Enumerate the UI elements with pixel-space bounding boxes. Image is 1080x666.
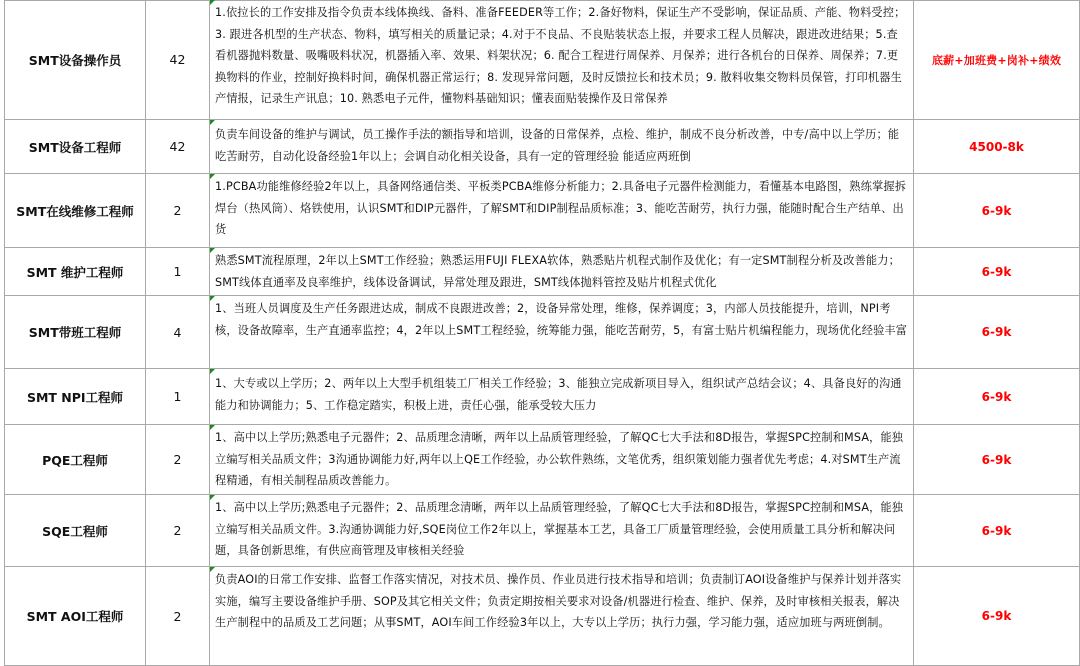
job-title-cell[interactable]: SMT 维护工程师	[4, 248, 146, 296]
job-description-text: 1.依拉长的工作安排及指令负责本线体换线、备料、准备FEEDER等工作；2.备好物料，保证生产不受影响，保证品质、产能、物料受控；3. 跟进各机型的生产状态、物料，填写相关的质量记录；4.对于不良品、不良贴装状态上报，并要求工程人员解决，跟进改进结果；5.查看机器抛料数量、吸嘴吸料状况，机器插入率、效果、料架状况；6. 配合工程进行周保养、月保养；进行各机台的日保养、周保养；7.更换物料的作业，控制好换料时间，确保机器正常运行；8. 发现异常问题，及时反馈拉长和技术员；9. 散料收集交物料员保管，打印机器生产情报，记录生产讯息；10. 熟悉电子元件，懂物料基础知识；懂表面贴装操作及日常保养	[215, 6, 906, 105]
headcount-cell[interactable]: 1	[146, 369, 210, 425]
job-description-text: 熟悉SMT流程原理，2年以上SMT工作经验；熟悉运用FUJI FLEXA软体，熟悉贴片机程式制作及优化；有一定SMT制程分析及改善能力；SMT线体直通率及良率维护，线体设备调试，异常处理及跟进，SMT线体抛料管控及贴片机程式优化	[215, 254, 900, 289]
job-title-cell[interactable]: SMT设备操作员	[4, 0, 146, 120]
job-description-text: 负责AOI的日常工作安排、监督工作落实情况，对技术员、操作员、作业员进行技术指导和培训；负责制订AOI设备维护与保养计划并落实实施，编写主要设备维护手册、SOP及其它相关文件；负责定期按相关要求对设备/机器进行检查、维护、保养，及时审核相关报表，解决生产制程中的品质及工艺问题；从事SMT，AOI车间工作经验3年以上，大专以上学历；执行力强，学习能力强，适应加班与两班倒制。	[215, 573, 902, 629]
job-description-cell[interactable]	[210, 369, 914, 425]
job-description-cell[interactable]	[210, 0, 914, 120]
job-description-cell[interactable]	[210, 567, 914, 666]
headcount-cell[interactable]: 42	[146, 120, 210, 174]
job-description-cell[interactable]	[210, 296, 914, 369]
cell-comment-marker	[210, 495, 215, 500]
table-row	[0, 296, 1080, 369]
job-description-text: 1、当班人员调度及生产任务跟进达成，制成不良跟进改善；2，设备异常处理，维修，保养调度；3，内部人员技能提升，培训，NPI考核，设备故障率，生产直通率监控；4，2年以上SMT工程经验，统筹能力强，能吃苦耐劳，5，有富士贴片机编程能力，现场优化经验丰富	[215, 302, 908, 337]
cell-comment-marker	[210, 174, 215, 179]
table-row	[0, 174, 1080, 248]
job-title-cell[interactable]: SQE工程师	[4, 495, 146, 567]
job-description-cell[interactable]	[210, 495, 914, 567]
salary-cell[interactable]: 6-9k	[914, 296, 1080, 369]
salary-cell[interactable]: 6-9k	[914, 425, 1080, 495]
job-description-text: 1、高中以上学历;熟悉电子元器件；2、品质理念清晰，两年以上品质管理经验，了解QC七大手法和8D报告，掌握SPC控制和MSA，能独立编写相关品质文件；3沟通协调能力好,两年以上QE工作经验，办公软件熟练，文笔优秀，组织策划能力强者优先考虑；4.对SMT生产流程精通，有相关制程品质改善能力。	[215, 431, 904, 487]
job-description-cell[interactable]	[210, 174, 914, 248]
cell-comment-marker	[210, 425, 215, 430]
job-title-cell[interactable]: SMT设备工程师	[4, 120, 146, 174]
job-title-cell[interactable]: PQE工程师	[4, 425, 146, 495]
salary-cell[interactable]: 底薪+加班费+岗补+绩效	[914, 0, 1080, 120]
cell-comment-marker	[210, 0, 215, 5]
table-row	[0, 120, 1080, 174]
headcount-cell[interactable]: 2	[146, 174, 210, 248]
job-description-cell[interactable]	[210, 120, 914, 174]
salary-cell[interactable]: 6-9k	[914, 369, 1080, 425]
salary-cell[interactable]: 4500-8k	[914, 120, 1080, 174]
job-description-text: 1、大专或以上学历；2、两年以上大型手机组装工厂相关工作经验；3、能独立完成新项目导入，组织试产总结会议；4、具备良好的沟通能力和协调能力；5、工作稳定踏实，积极上进，责任心强，能承受较大压力	[215, 377, 902, 412]
job-description-cell[interactable]	[210, 425, 914, 495]
table-row	[0, 0, 1080, 120]
headcount-cell[interactable]: 4	[146, 296, 210, 369]
job-description-text: 负责车间设备的维护与调试，员工操作手法的额指导和培训，设备的日常保养，点检、维护，制成不良分析改善，中专/高中以上学历；能吃苦耐劳，自动化设备经验1年以上；会调自动化相关设备，具有一定的管理经验 能适应两班倒	[215, 128, 900, 163]
headcount-cell[interactable]: 2	[146, 495, 210, 567]
salary-cell[interactable]: 6-9k	[914, 495, 1080, 567]
headcount-cell[interactable]: 2	[146, 425, 210, 495]
job-title-cell[interactable]: SMT NPI工程师	[4, 369, 146, 425]
job-title-cell[interactable]: SMT带班工程师	[4, 296, 146, 369]
table-row	[0, 567, 1080, 666]
table-row	[0, 369, 1080, 425]
salary-cell[interactable]: 6-9k	[914, 248, 1080, 296]
job-description-text: 1、高中以上学历;熟悉电子元器件；2、品质理念清晰，两年以上品质管理经验，了解QC七大手法和8D报告，掌握SPC控制和MSA，能独立编写相关品质文件。3.沟通协调能力好,SQE岗位工作2年以上，掌握基本工艺，具备工厂质量管理经验，会使用质量工具分析和解决问题，具备创新思维，有供应商管理及审核相关经验	[215, 501, 904, 557]
salary-cell[interactable]: 6-9k	[914, 567, 1080, 666]
headcount-cell[interactable]: 42	[146, 0, 210, 120]
headcount-cell[interactable]: 1	[146, 248, 210, 296]
headcount-cell[interactable]: 2	[146, 567, 210, 666]
table-row	[0, 425, 1080, 495]
cell-comment-marker	[210, 248, 215, 253]
job-description-cell[interactable]	[210, 248, 914, 296]
job-title-cell[interactable]: SMT在线维修工程师	[4, 174, 146, 248]
cell-comment-marker	[210, 296, 215, 301]
job-description-text: 1.PCBA功能维修经验2年以上，具备网络通信类、平板类PCBA维修分析能力；2.具备电子元器件检测能力，看懂基本电路图，熟练掌握拆焊台（热风筒）、烙铁使用，认识SMT和DIP元器件，了解SMT和DIP制程品质标准；3、能吃苦耐劳，执行力强，能随时配合生产结单、出货	[215, 180, 907, 236]
cell-comment-marker	[210, 120, 215, 125]
table-row	[0, 495, 1080, 567]
salary-cell[interactable]: 6-9k	[914, 174, 1080, 248]
cell-comment-marker	[210, 567, 215, 572]
table-row	[0, 248, 1080, 296]
job-title-cell[interactable]: SMT AOI工程师	[4, 567, 146, 666]
cell-comment-marker	[210, 369, 215, 374]
